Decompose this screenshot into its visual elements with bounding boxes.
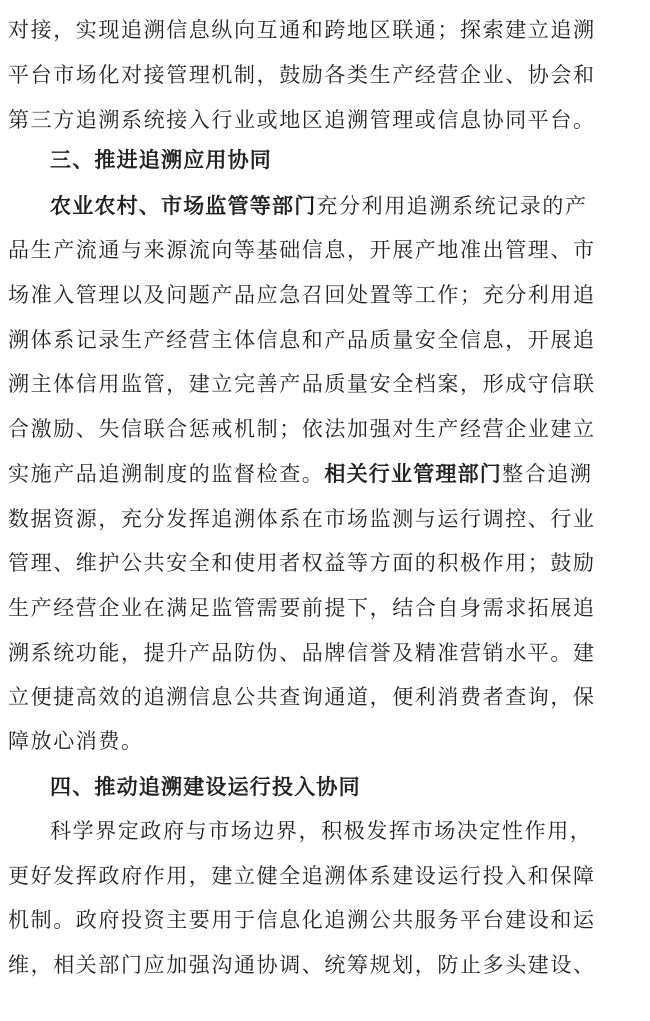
paragraph-line: 平台市场化对接管理机制，鼓励各类生产经营企业、协会和 — [8, 63, 596, 87]
paragraph-text: 实施产品追溯制度的监督检查。 — [8, 462, 325, 486]
paragraph-line: 维，相关部门应加强沟通协调、统筹规划，防止多头建设、 — [8, 953, 596, 977]
paragraph-line — [8, 454, 638, 494]
paragraph-line: 更好发挥政府作用，建立健全追溯体系建设运行投入和保障 — [8, 864, 596, 888]
paragraph-line: 对接，实现追溯信息纵向互通和跨地区联通；探索建立追溯 — [8, 18, 596, 42]
paragraph-line: 立便捷高效的追溯信息公共查询通道，便利消费者查询，保 — [8, 685, 596, 709]
paragraph-line: 生产经营企业在满足监管需要前提下，结合自身需求拓展追 — [8, 596, 596, 620]
paragraph-line — [50, 186, 640, 226]
paragraph-line: 品生产流通与来源流向等基础信息，开展产地准出管理、市 — [8, 238, 596, 262]
section-heading: 四、推动追溯建设运行投入协同 — [50, 775, 361, 799]
paragraph-line: 障放心消费。 — [8, 729, 144, 753]
paragraph-line: 合激励、失信联合惩戒机制；依法加强对生产经营企业建立 — [8, 417, 596, 441]
paragraph-line: 第三方追溯系统接入行业或地区追溯管理或信息协同平台。 — [8, 108, 596, 132]
section-heading: 三、推进追溯应用协同 — [50, 148, 272, 172]
paragraph-line: 溯体系记录生产经营主体信息和产品质量安全信息，开展追 — [8, 328, 596, 352]
paragraph-text: 充分利用追溯系统记录的产 — [316, 194, 588, 218]
paragraph-line: 科学界定政府与市场边界，积极发挥市场决定性作用， — [50, 819, 593, 843]
paragraph-line: 机制。政府投资主要用于信息化追溯公共服务平台建设和运 — [8, 908, 596, 932]
emphasis-text: 农业农村、市场监管等部门 — [50, 194, 317, 218]
emphasis-text: 相关行业管理部门 — [324, 462, 503, 486]
paragraph-line: 溯主体信用监管，建立完善产品质量安全档案，形成守信联 — [8, 372, 596, 396]
paragraph-text: 整合追溯 — [502, 462, 593, 486]
paragraph-line: 数据资源，充分发挥追溯体系在市场监测与运行调控、行业 — [8, 507, 596, 531]
paragraph-line: 管理、维护公共安全和使用者权益等方面的积极作用；鼓励 — [8, 551, 596, 575]
paragraph-line: 场准入管理以及问题产品应急召回处置等工作；充分利用追 — [8, 283, 596, 307]
paragraph-line: 溯系统功能，提升产品防伪、品牌信誉及精准营销水平。建 — [8, 641, 596, 665]
